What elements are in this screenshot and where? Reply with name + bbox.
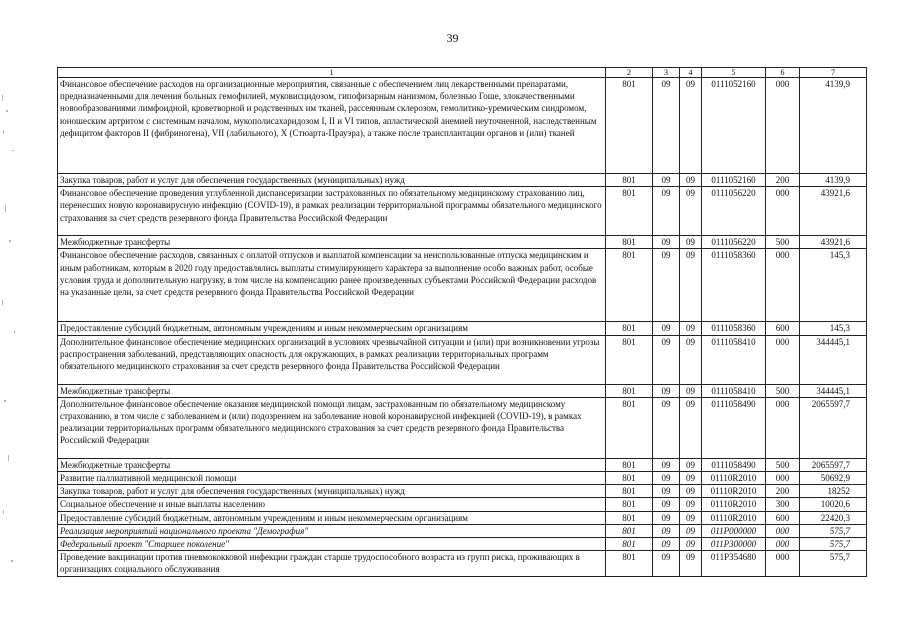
row-description: Дополнительное финансовое обеспечение медицинских организаций в условиях чрезвычайной ситуации и (или) при возникновении угрозы распространения заболеваний, представляющих опасность для окружающих, в рамках реализации территориальных программ обязательного медицинского страхования за счет средств резервного фонда Правительства Российской Федерации (58, 335, 606, 384)
amount: 22420,3 (800, 511, 867, 524)
expense-type-code: 000 (766, 524, 800, 537)
target-article-code: 0111056220 (702, 236, 766, 249)
chapter-code: 801 (606, 236, 653, 249)
table-header-row (58, 68, 867, 78)
amount: 344445,1 (800, 384, 867, 397)
section-code: 09 (653, 485, 680, 498)
subsection-code: 09 (680, 249, 702, 322)
subsection-code: 09 (680, 458, 702, 471)
chapter-code: 801 (606, 524, 653, 537)
row-description: Межбюджетные трансферты (58, 384, 606, 397)
target-article-code: 0111058490 (702, 397, 766, 458)
chapter-code: 801 (606, 498, 653, 511)
expense-type-code: 000 (766, 397, 800, 458)
expense-type-code: 000 (766, 249, 800, 322)
subsection-code: 09 (680, 78, 702, 174)
table-row (58, 322, 867, 335)
budget-table-body (58, 68, 867, 577)
row-description: Развитие паллиативной медицинской помощи (58, 472, 606, 485)
section-code: 09 (653, 384, 680, 397)
budget-table (57, 67, 867, 577)
section-code: 09 (653, 472, 680, 485)
section-code: 09 (653, 524, 680, 537)
target-article-code: 01110R2010 (702, 472, 766, 485)
amount: 50692,9 (800, 472, 867, 485)
table-row (58, 187, 867, 236)
section-code: 09 (653, 458, 680, 471)
section-code: 09 (653, 397, 680, 458)
section-code: 09 (653, 236, 680, 249)
page-number: 39 (446, 31, 459, 45)
section-code: 09 (653, 322, 680, 335)
scan-margin-noise (0, 0, 40, 640)
expense-type-code: 000 (766, 538, 800, 551)
header-cell: 5 (702, 68, 766, 78)
table-row (58, 249, 867, 322)
chapter-code: 801 (606, 538, 653, 551)
header-cell: 7 (800, 68, 867, 78)
subsection-code: 09 (680, 498, 702, 511)
target-article-code: 0111052160 (702, 78, 766, 174)
chapter-code: 801 (606, 551, 653, 576)
amount: 18252 (800, 485, 867, 498)
expense-type-code: 500 (766, 458, 800, 471)
expense-type-code: 600 (766, 322, 800, 335)
header-cell: 4 (680, 68, 702, 78)
expense-type-code: 200 (766, 174, 800, 187)
table-row (58, 498, 867, 511)
row-description: Межбюджетные трансферты (58, 236, 606, 249)
target-article-code: 01110R2010 (702, 498, 766, 511)
row-description: Финансовое обеспечение расходов на организационные мероприятия, связанные с обеспечением лиц лекарственными препаратами, предназначенными для лечения больных гемофилией, муковисцидозом, гипофизарным нанизмом, болезнью Гоше, злокачественными новообразованиями лимфоидной, кроветворной и родственных им тканей, рассеянным склерозом, гемолитико-уремическим синдромом, юношеским артритом с системным началом, мукополисахаридозом I, II и VI типов, апластической анемией неуточненной, наследственным дефицитом факторов II (фибриногена), VII (лабильного), X (Стюарта-Прауэра), а также после трансплантации органов и (или) тканей (58, 78, 606, 174)
chapter-code: 801 (606, 174, 653, 187)
subsection-code: 09 (680, 335, 702, 384)
chapter-code: 801 (606, 485, 653, 498)
subsection-code: 09 (680, 511, 702, 524)
table-row (58, 551, 867, 576)
section-code: 09 (653, 174, 680, 187)
table-row (58, 78, 867, 174)
row-description: Предоставление субсидий бюджетным, автономным учреждениям и иным некоммерческим организациям (58, 511, 606, 524)
table-row (58, 458, 867, 471)
subsection-code: 09 (680, 538, 702, 551)
table-row (58, 538, 867, 551)
chapter-code: 801 (606, 187, 653, 236)
amount: 145,3 (800, 249, 867, 322)
subsection-code: 09 (680, 485, 702, 498)
chapter-code: 801 (606, 249, 653, 322)
row-description: Реализация мероприятий национального проекта "Демография" (58, 524, 606, 537)
expense-type-code: 000 (766, 472, 800, 485)
row-description: Федеральный проект "Старшее поколение" (58, 538, 606, 551)
chapter-code: 801 (606, 78, 653, 174)
amount: 2065597,7 (800, 458, 867, 471)
chapter-code: 801 (606, 458, 653, 471)
expense-type-code: 300 (766, 498, 800, 511)
target-article-code: 011P354680 (702, 551, 766, 576)
amount: 575,7 (800, 524, 867, 537)
row-description: Предоставление субсидий бюджетным, автономным учреждениям и иным некоммерческим организациям (58, 322, 606, 335)
subsection-code: 09 (680, 397, 702, 458)
expense-type-code: 000 (766, 335, 800, 384)
target-article-code: 0111058360 (702, 249, 766, 322)
amount: 575,7 (800, 538, 867, 551)
amount: 145,3 (800, 322, 867, 335)
section-code: 09 (653, 511, 680, 524)
subsection-code: 09 (680, 174, 702, 187)
table-row (58, 485, 867, 498)
amount: 43921,6 (800, 236, 867, 249)
subsection-code: 09 (680, 472, 702, 485)
header-cell: 1 (58, 68, 606, 78)
target-article-code: 011P300000 (702, 538, 766, 551)
amount: 344445,1 (800, 335, 867, 384)
chapter-code: 801 (606, 397, 653, 458)
chapter-code: 801 (606, 335, 653, 384)
target-article-code: 0111052160 (702, 174, 766, 187)
section-code: 09 (653, 335, 680, 384)
table-row (58, 511, 867, 524)
amount: 10020,6 (800, 498, 867, 511)
table-row (58, 236, 867, 249)
table-row (58, 384, 867, 397)
expense-type-code: 200 (766, 485, 800, 498)
subsection-code: 09 (680, 551, 702, 576)
row-description: Проведение вакцинации против пневмококковой инфекции граждан старше трудоспособного возраста из групп риска, проживающих в организациях социального обслуживания (58, 551, 606, 576)
row-description: Финансовое обеспечение проведения углубленной диспансеризации застрахованных по обязательному медицинскому страхованию лиц, перенесших новую коронавирусную инфекцию (COVID-19), в рамках реализации территориальной программы обязательного медицинского страхования за счет средств резервного фонда Правительства Российской Федерации (58, 187, 606, 236)
target-article-code: 0111058410 (702, 384, 766, 397)
section-code: 09 (653, 498, 680, 511)
expense-type-code: 500 (766, 384, 800, 397)
subsection-code: 09 (680, 187, 702, 236)
section-code: 09 (653, 78, 680, 174)
header-cell: 2 (606, 68, 653, 78)
row-description: Социальное обеспечение и иные выплаты населению (58, 498, 606, 511)
chapter-code: 801 (606, 322, 653, 335)
row-description: Дополнительное финансовое обеспечение оказания медицинской помощи лицам, застрахованным по обязательному медицинскому страхованию, в том числе с заболеванием и (или) подозрением на заболевание новой коронавирусной инфекцией (COVID-19), в рамках реализации территориальных программ обязательного медицинского страхования за счет средств резервного фонда Правительства Российской Федерации (58, 397, 606, 458)
target-article-code: 0111058490 (702, 458, 766, 471)
header-cell: 3 (653, 68, 680, 78)
row-description: Финансовое обеспечение расходов, связанных с оплатой отпусков и выплатой компенсации за неиспользованные отпуска медицинским и иным работникам, которым в 2020 году предоставлялись выплаты стимулирующего характера за выполнение особо важных работ, особые условия труда и дополнительную нагрузку, в том числе на компенсацию ранее произведенных субъектами Российской Федерации расходов на указанные цели, за счет средств резервного фонда Правительства Российской Федерации (58, 249, 606, 322)
section-code: 09 (653, 249, 680, 322)
expense-type-code: 500 (766, 236, 800, 249)
section-code: 09 (653, 538, 680, 551)
expense-type-code: 000 (766, 551, 800, 576)
row-description: Закупка товаров, работ и услуг для обеспечения государственных (муниципальных) нужд (58, 485, 606, 498)
target-article-code: 0111058360 (702, 322, 766, 335)
row-description: Закупка товаров, работ и услуг для обеспечения государственных (муниципальных) нужд (58, 174, 606, 187)
amount: 575,7 (800, 551, 867, 576)
expense-type-code: 600 (766, 511, 800, 524)
chapter-code: 801 (606, 511, 653, 524)
target-article-code: 0111056220 (702, 187, 766, 236)
expense-type-code: 000 (766, 187, 800, 236)
target-article-code: 01110R2010 (702, 485, 766, 498)
table-row (58, 397, 867, 458)
target-article-code: 0111058410 (702, 335, 766, 384)
chapter-code: 801 (606, 384, 653, 397)
amount: 4139,9 (800, 78, 867, 174)
table-row (58, 524, 867, 537)
table-row (58, 174, 867, 187)
chapter-code: 801 (606, 472, 653, 485)
subsection-code: 09 (680, 236, 702, 249)
target-article-code: 011P000000 (702, 524, 766, 537)
subsection-code: 09 (680, 524, 702, 537)
expense-type-code: 000 (766, 78, 800, 174)
header-cell: 6 (766, 68, 800, 78)
table-row (58, 335, 867, 384)
row-description: Межбюджетные трансферты (58, 458, 606, 471)
amount: 43921,6 (800, 187, 867, 236)
amount: 4139,9 (800, 174, 867, 187)
target-article-code: 01110R2010 (702, 511, 766, 524)
subsection-code: 09 (680, 322, 702, 335)
subsection-code: 09 (680, 384, 702, 397)
section-code: 09 (653, 551, 680, 576)
section-code: 09 (653, 187, 680, 236)
table-row (58, 472, 867, 485)
amount: 2065597,7 (800, 397, 867, 458)
